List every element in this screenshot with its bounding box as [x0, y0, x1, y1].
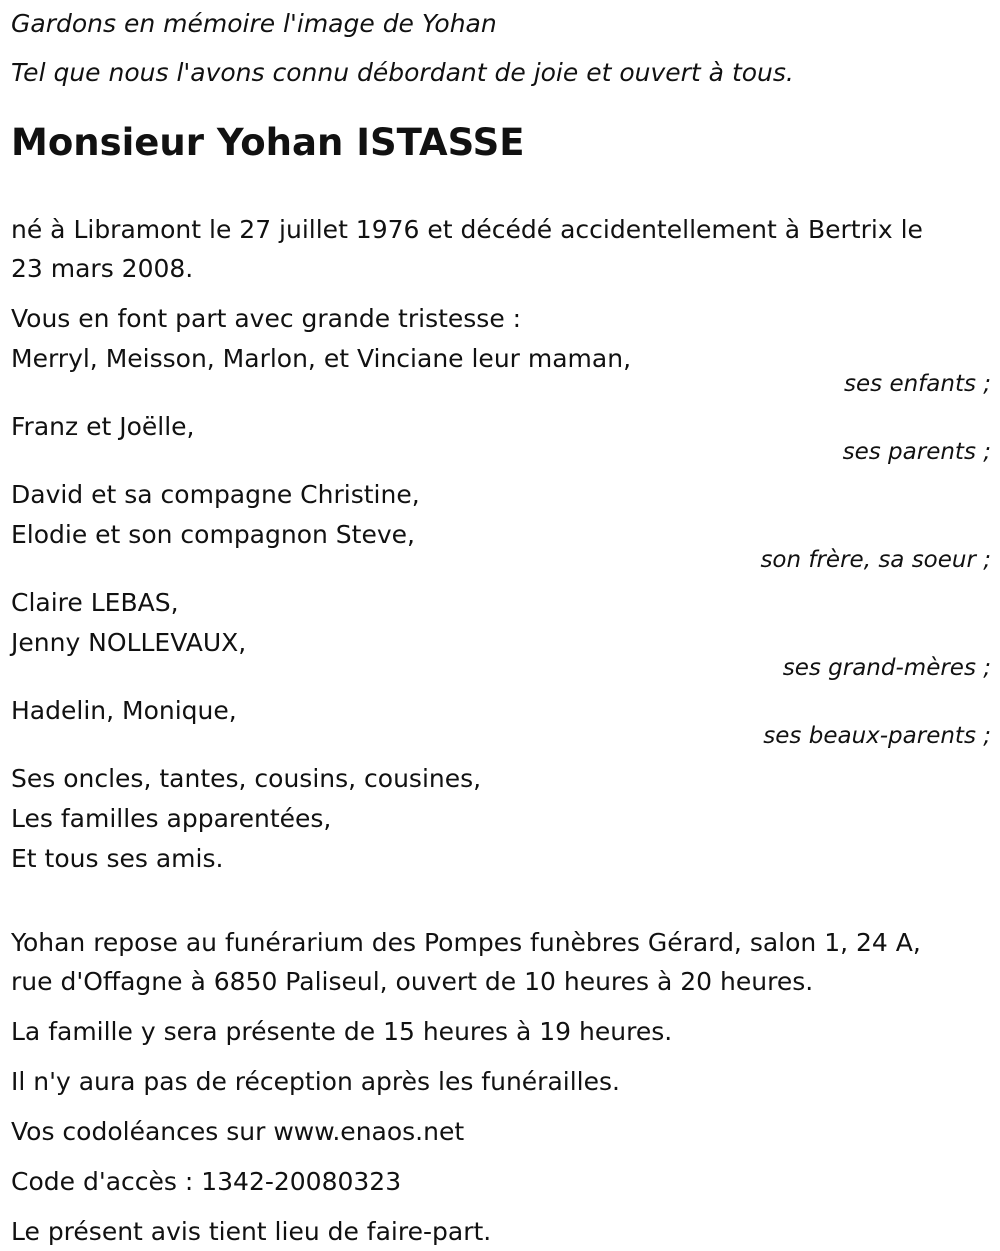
funerarium-line-1: Yohan repose au funérarium des Pompes funèbres Gérard, salon 1, 24 A, — [11, 928, 921, 957]
family-relation: ses beaux-parents ; — [763, 723, 991, 749]
birth-line-1: né à Libramont le 27 juillet 1976 et décédé accidentellement à Bertrix le — [11, 215, 923, 244]
family-names-line: Elodie et son compagnon Steve, — [11, 520, 415, 549]
birth-death-statement — [11, 210, 991, 288]
reception-info: Il n'y aura pas de réception après les funérailles. — [11, 1067, 620, 1096]
extended-family-line: Les familles apparentées, — [11, 804, 332, 833]
birth-line-2: 23 mars 2008. — [11, 254, 194, 283]
announce-line: Vous en font part avec grande tristesse : — [11, 304, 522, 333]
family-relation: son frère, sa soeur ; — [760, 547, 991, 573]
family-presence-info: La famille y sera présente de 15 heures à 19 heures. — [11, 1017, 673, 1046]
funerarium-line-2: rue d'Offagne à 6850 Paliseul, ouvert de 10 heures à 20 heures. — [11, 967, 814, 996]
family-names-line: Merryl, Meisson, Marlon, et Vinciane leur maman, — [11, 344, 632, 373]
motto-line-2: Tel que nous l'avons connu débordant de joie et ouvert à tous. — [11, 58, 794, 87]
family-relation: ses enfants ; — [844, 371, 991, 397]
extended-family — [11, 759, 991, 879]
family-names-line: Franz et Joëlle, — [11, 412, 195, 441]
family-group-siblings — [11, 475, 991, 572]
funerarium-statement — [11, 923, 991, 1001]
extended-family-line: Ses oncles, tantes, cousins, cousines, — [11, 764, 482, 793]
extended-family-line: Et tous ses amis. — [11, 844, 224, 873]
deceased-name-title: Monsieur Yohan ISTASSE — [11, 121, 525, 164]
family-group-parents — [11, 407, 991, 464]
family-group-grandmothers — [11, 583, 991, 680]
family-names-line: Claire LEBAS, — [11, 588, 179, 617]
family-relation: ses parents ; — [842, 439, 991, 465]
family-names-line: Jenny NOLLEVAUX, — [11, 628, 247, 657]
announcement-intro — [11, 299, 991, 339]
family-relation: ses grand-mères ; — [782, 655, 991, 681]
family-group-parents-in-law — [11, 691, 991, 748]
obituary-notice — [11, 0, 991, 1251]
family-names-line: David et sa compagne Christine, — [11, 480, 420, 509]
access-code: Code d'accès : 1342-20080323 — [11, 1167, 402, 1196]
family-group-children — [11, 339, 991, 396]
family-names-line: Hadelin, Monique, — [11, 696, 237, 725]
notice-statement: Le présent avis tient lieu de faire-part. — [11, 1217, 492, 1246]
motto-line-1: Gardons en mémoire l'image de Yohan — [11, 9, 497, 38]
condolences-website: Vos codoléances sur www.enaos.net — [11, 1117, 465, 1146]
